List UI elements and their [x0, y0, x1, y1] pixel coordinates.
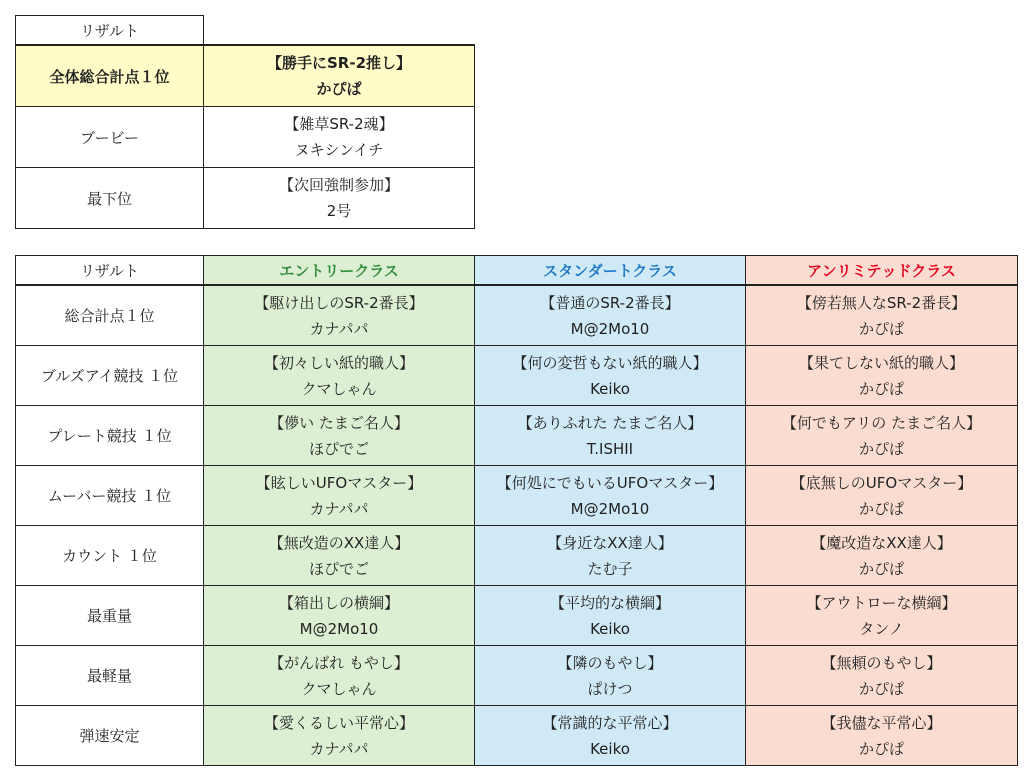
award-winner: ほぴでご [308, 559, 369, 578]
award-winner: M@2Mo10 [570, 499, 650, 518]
award-title: 【何の変哲もない紙的職人】 [512, 353, 708, 372]
unlimited-cell [746, 346, 1018, 406]
row-label: 弾速安定 [16, 706, 204, 766]
entry-cell [204, 706, 475, 766]
award-winner: かぴぱ [858, 679, 904, 698]
row-label: 全体総合計点１位 [16, 45, 204, 107]
entry-cell [204, 586, 475, 646]
class-result-row [16, 526, 1018, 586]
class-header-cell: リザルト [16, 256, 204, 286]
award-title: 【箱出しの横綱】 [278, 593, 399, 612]
class-result-row [16, 285, 1018, 346]
award-winner: かぴぱ [858, 499, 904, 518]
class-result-row [16, 706, 1018, 766]
row-label: 最重量 [16, 586, 204, 646]
award-winner: Keiko [590, 739, 630, 758]
entry-class-header: エントリークラス [204, 256, 475, 286]
award-winner: Keiko [590, 619, 630, 638]
row-label: ブービー [16, 107, 204, 168]
award-cell [204, 168, 475, 229]
award-winner: かぴぱ [858, 319, 904, 338]
award-title: 【魔改造なXX達人】 [811, 533, 952, 552]
standard-cell [475, 526, 746, 586]
award-winner: クマしゃん [301, 379, 377, 398]
award-winner: かぴぱ [858, 379, 904, 398]
award-title: 【何処にでもいるUFOマスター】 [496, 473, 724, 492]
unlimited-cell [746, 646, 1018, 706]
entry-cell [204, 466, 475, 526]
award-title: 【駆け出しのSR-2番長】 [254, 293, 424, 312]
entry-cell [204, 346, 475, 406]
standard-cell [475, 285, 746, 346]
award-title: 【勝手にSR-2推し】 [266, 54, 412, 72]
award-winner: クマしゃん [301, 679, 377, 698]
overall-header-blank [204, 16, 475, 46]
award-title: 【愛くるしい平常心】 [263, 713, 414, 732]
standard-cell [475, 646, 746, 706]
award-title: 【身近なXX達人】 [547, 533, 673, 552]
overall-row [16, 45, 475, 107]
row-label: プレート競技 １位 [16, 406, 204, 466]
row-label: ブルズアイ競技 １位 [16, 346, 204, 406]
row-label: 最軽量 [16, 646, 204, 706]
award-title: 【普通のSR-2番長】 [540, 293, 680, 312]
award-title: 【常識的な平常心】 [542, 713, 678, 732]
standard-class-header: スタンダートクラス [475, 256, 746, 286]
entry-cell [204, 406, 475, 466]
standard-cell [475, 406, 746, 466]
award-winner: T.ISHII [586, 439, 634, 458]
award-winner: ぱけつ [587, 679, 633, 698]
award-title: 【雑草SR-2魂】 [284, 115, 394, 133]
award-winner: かぴぱ [858, 739, 904, 758]
award-winner: ほぴでご [308, 439, 369, 458]
entry-cell [204, 285, 475, 346]
award-winner: M@2Mo10 [570, 319, 650, 338]
award-winner: かぴぱ [858, 439, 904, 458]
class-result-row [16, 346, 1018, 406]
unlimited-class-header: アンリミテッドクラス [746, 256, 1018, 286]
award-winner: かぴぱ [858, 559, 904, 578]
overall-header-cell: リザルト [16, 16, 204, 46]
standard-cell [475, 346, 746, 406]
unlimited-cell [746, 466, 1018, 526]
award-title: 【果てしない紙的職人】 [798, 353, 964, 372]
class-results-table [15, 255, 1018, 766]
standard-cell [475, 706, 746, 766]
class-result-row [16, 586, 1018, 646]
award-cell [204, 107, 475, 168]
unlimited-cell [746, 285, 1018, 346]
overall-results-table [15, 15, 475, 229]
award-winner: 2号 [326, 202, 352, 220]
award-title: 【何でもアリの たまご名人】 [781, 413, 982, 432]
row-label: 総合計点１位 [16, 285, 204, 346]
award-winner: カナパパ [309, 739, 369, 758]
award-title: 【アウトローな横綱】 [806, 593, 957, 612]
award-winner: Keiko [590, 379, 630, 398]
award-winner: M@2Mo10 [299, 619, 379, 638]
award-title: 【眩しいUFOマスター】 [255, 473, 423, 492]
row-label: カウント １位 [16, 526, 204, 586]
class-header-row [16, 256, 1018, 286]
award-title: 【平均的な横綱】 [549, 593, 670, 612]
award-cell [204, 45, 475, 107]
award-title: 【儚い たまご名人】 [269, 413, 409, 432]
award-title: 【隣のもやし】 [557, 653, 663, 672]
award-title: 【がんばれ もやし】 [269, 653, 409, 672]
award-title: 【底無しのUFOマスター】 [790, 473, 973, 492]
row-label: ムーバー競技 １位 [16, 466, 204, 526]
award-winner: ヌキシンイチ [294, 141, 384, 159]
award-title: 【無改造のXX達人】 [268, 533, 410, 552]
entry-cell [204, 646, 475, 706]
unlimited-cell [746, 706, 1018, 766]
award-winner: たむ子 [587, 559, 633, 578]
award-title: 【傍若無人なSR-2番長】 [796, 293, 967, 312]
award-title: 【次回強制参加】 [278, 176, 399, 194]
entry-cell [204, 526, 475, 586]
row-label: 最下位 [16, 168, 204, 229]
award-winner: カナパパ [309, 499, 369, 518]
award-winner: カナパパ [309, 319, 369, 338]
class-result-row [16, 406, 1018, 466]
unlimited-cell [746, 586, 1018, 646]
award-winner: タンノ [859, 619, 904, 638]
unlimited-cell [746, 406, 1018, 466]
award-title: 【無頼のもやし】 [821, 653, 942, 672]
award-title: 【我儘な平常心】 [821, 713, 942, 732]
overall-row [16, 168, 475, 229]
class-result-row [16, 466, 1018, 526]
class-result-row [16, 646, 1018, 706]
award-title: 【初々しい紙的職人】 [263, 353, 414, 372]
standard-cell [475, 466, 746, 526]
overall-header-row [16, 16, 475, 46]
award-winner: かぴぱ [316, 80, 362, 98]
unlimited-cell [746, 526, 1018, 586]
overall-row [16, 107, 475, 168]
award-title: 【ありふれた たまご名人】 [517, 413, 703, 432]
standard-cell [475, 586, 746, 646]
